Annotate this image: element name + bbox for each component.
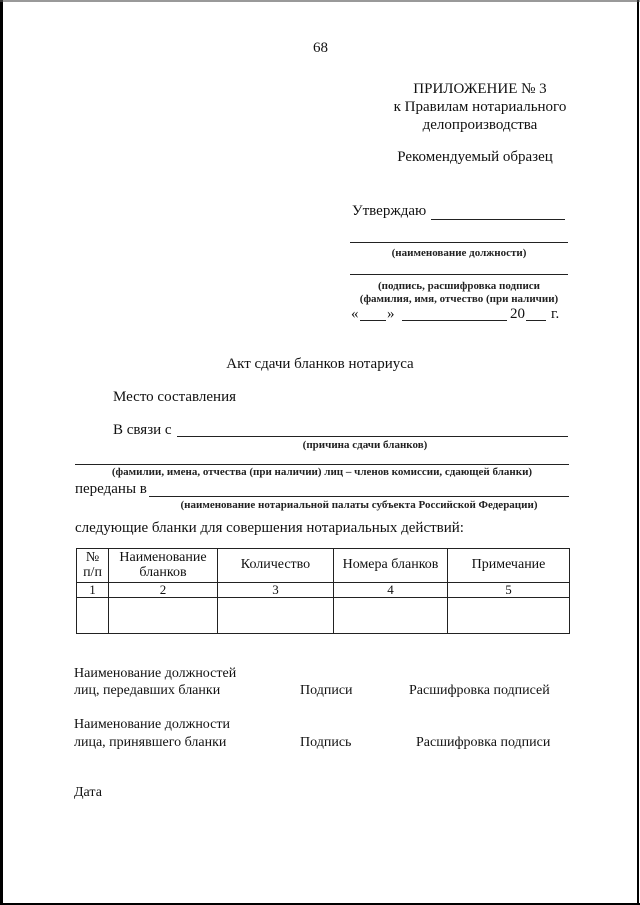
header-cell-blank-numbers: Номера бланков bbox=[334, 549, 448, 583]
reason-caption: (причина сдачи бланков) bbox=[302, 439, 428, 451]
column-number: 2 bbox=[109, 583, 218, 598]
reason-label: В связи с bbox=[113, 422, 172, 438]
table-cell bbox=[109, 598, 218, 634]
place-label: Место составления bbox=[113, 389, 237, 405]
approve-label: Утверждаю bbox=[352, 203, 427, 219]
header-cell-note: Примечание bbox=[448, 549, 570, 583]
page-number: 68 bbox=[313, 40, 328, 56]
column-number: 3 bbox=[218, 583, 334, 598]
day-line bbox=[360, 320, 386, 321]
date-open-quote: « bbox=[351, 306, 359, 322]
signature-caption-line2: (фамилия, имя, отчество (при наличии) bbox=[359, 293, 559, 305]
column-number: 1 bbox=[77, 583, 109, 598]
date-close-quote: » bbox=[387, 306, 395, 322]
header-cell-number: № п/п bbox=[77, 549, 109, 583]
blanks-table bbox=[76, 548, 570, 634]
transferring-positions-line2: лиц, передавших бланки bbox=[74, 683, 221, 698]
signature-line bbox=[350, 274, 568, 275]
table-row bbox=[77, 598, 570, 634]
commission-caption: (фамилии, имена, отчества (при наличии) лиц – членов комиссии, сдающей бланки) bbox=[111, 466, 533, 478]
year-suffix: г. bbox=[551, 306, 560, 322]
appendix-rules-line1: к Правилам нотариального bbox=[393, 99, 567, 115]
table-cell bbox=[77, 598, 109, 634]
column-number: 4 bbox=[334, 583, 448, 598]
year-prefix: 20 bbox=[510, 306, 525, 322]
reason-line bbox=[177, 436, 568, 437]
transferring-signatures: Подписи bbox=[300, 683, 353, 698]
transferring-decoding: Расшифровка подписей bbox=[409, 683, 550, 698]
chamber-caption: (наименование нотариальной палаты субъекта Российской Федерации) bbox=[180, 499, 538, 511]
receiving-signature: Подпись bbox=[300, 735, 352, 750]
act-title: Акт сдачи бланков нотариуса bbox=[226, 356, 414, 372]
appendix-title: ПРИЛОЖЕНИЕ № 3 bbox=[413, 81, 547, 97]
recommended-sample: Рекомендуемый образец bbox=[397, 149, 553, 165]
page-edge-top bbox=[0, 0, 640, 2]
month-line bbox=[402, 320, 507, 321]
position-line bbox=[350, 242, 568, 243]
page-edge-right bbox=[637, 0, 639, 905]
page-edge-left bbox=[0, 0, 3, 905]
receiving-decoding: Расшифровка подписи bbox=[416, 735, 551, 750]
transferring-positions-line1: Наименование должностей bbox=[74, 666, 237, 681]
following-text: следующие бланки для совершения нотариальных действий: bbox=[75, 520, 464, 536]
header-cell-name: Наименование бланков bbox=[109, 549, 218, 583]
column-number: 5 bbox=[448, 583, 570, 598]
transferred-label: переданы в bbox=[75, 481, 147, 497]
receiving-position-line1: Наименование должности bbox=[74, 717, 230, 732]
receiving-position-line2: лица, принявшего бланки bbox=[74, 735, 227, 750]
table-column-numbers-row bbox=[77, 583, 570, 598]
year-line bbox=[526, 320, 546, 321]
table-cell bbox=[334, 598, 448, 634]
table-cell bbox=[448, 598, 570, 634]
table-cell bbox=[218, 598, 334, 634]
position-caption: (наименование должности) bbox=[391, 247, 527, 259]
appendix-rules-line2: делопроизводства bbox=[422, 117, 538, 133]
header-cell-quantity: Количество bbox=[218, 549, 334, 583]
signature-caption-line1: (подпись, расшифровка подписи bbox=[377, 280, 541, 292]
approve-line bbox=[431, 219, 565, 220]
commission-line bbox=[75, 464, 569, 465]
table-header-row bbox=[77, 549, 570, 583]
date-label: Дата bbox=[74, 785, 102, 800]
chamber-line bbox=[149, 496, 569, 497]
